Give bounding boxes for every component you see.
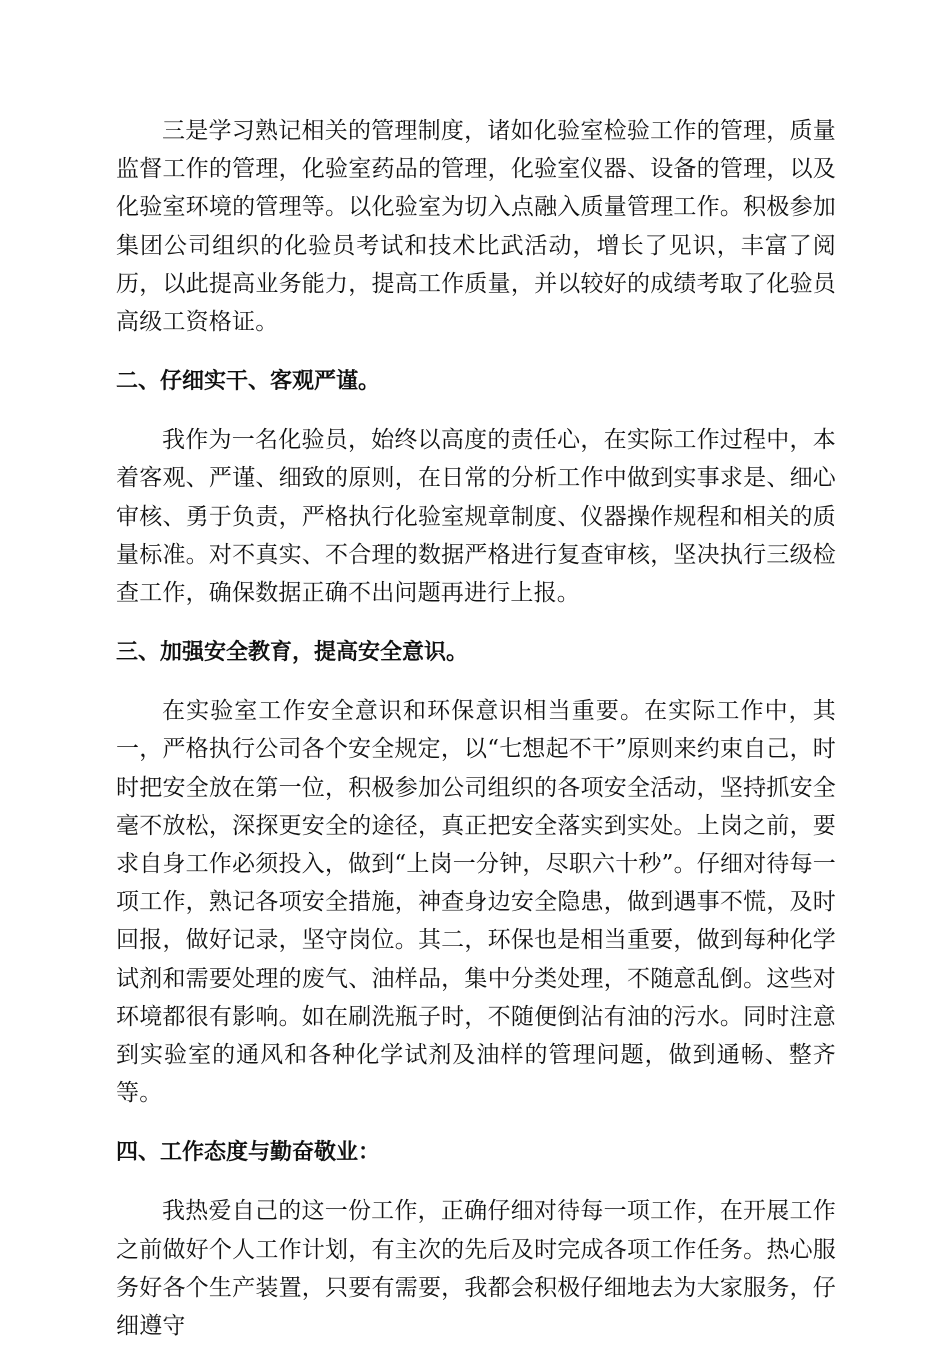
paragraph-qualifications: 三是学习熟记相关的管理制度，诸如化验室检验工作的管理，质量监督工作的管理，化验室药品的管理，化验室仪器、设备的管理，以及化验室环境的管理等。以化验室为切入点融入质量管理工作。积极参加集团公司组织的化验员考试和技术比武活动，增长了见识，丰富了阅历，以此提高业务能力，提高工作质量，并以较好的成绩考取了化验员高级工资格证。: [116, 118, 836, 336]
section-heading-safety: 三、加强安全教育，提高安全意识。: [116, 640, 469, 666]
section-heading-diligence: 二、仔细实干、客观严谨。: [116, 369, 381, 395]
paragraph-attitude: 我热爱自己的这一份工作，正确仔细对待每一项工作，在开展工作之前做好个人工作计划，有主次的先后及时完成各项工作任务。热心服务好各个生产装置，只要有需要，我都会积极仔细地去为大家服务，仔细遵守: [116, 1198, 836, 1340]
document-body: [116, 112, 836, 1345]
section-heading-attitude: 四、工作态度与勤奋敬业：: [116, 1140, 381, 1166]
paragraph-safety: 在实验室工作安全意识和环保意识相当重要。在实际工作中，其一，严格执行公司各个安全规定，以“七想起不干”原则来约束自己，时时把安全放在第一位，积极参加公司组织的各项安全活动，坚持抓安全毫不放松，深探更安全的途径，真正把安全落实到实处。上岗之前，要求自身工作必须投入，做到“上岗一分钟，尽职六十秒”。仔细对待每一项工作，熟记各项安全措施，神查身边安全隐患，做到遇事不慌，及时回报，做好记录，坚守岗位。其二，环保也是相当重要，做到每种化学试剂和需要处理的废气、油样品，集中分类处理，不随意乱倒。这些对环境都很有影响。如在刷洗瓶子时，不随便倒沾有油的污水。同时注意到实验室的通风和各种化学试剂及油样的管理问题，做到通畅、整齐等。: [116, 698, 836, 1107]
paragraph-diligence: 我作为一名化验员，始终以高度的责任心，在实际工作过程中，本着客观、严谨、细致的原则，在日常的分析工作中做到实事求是、细心审核、勇于负责，严格执行化验室规章制度、仪器操作规程和相关的质量标准。对不真实、不合理的数据严格进行复查审核，坚决执行三级检查工作，确保数据正确不出问题再进行上报。: [116, 427, 836, 607]
